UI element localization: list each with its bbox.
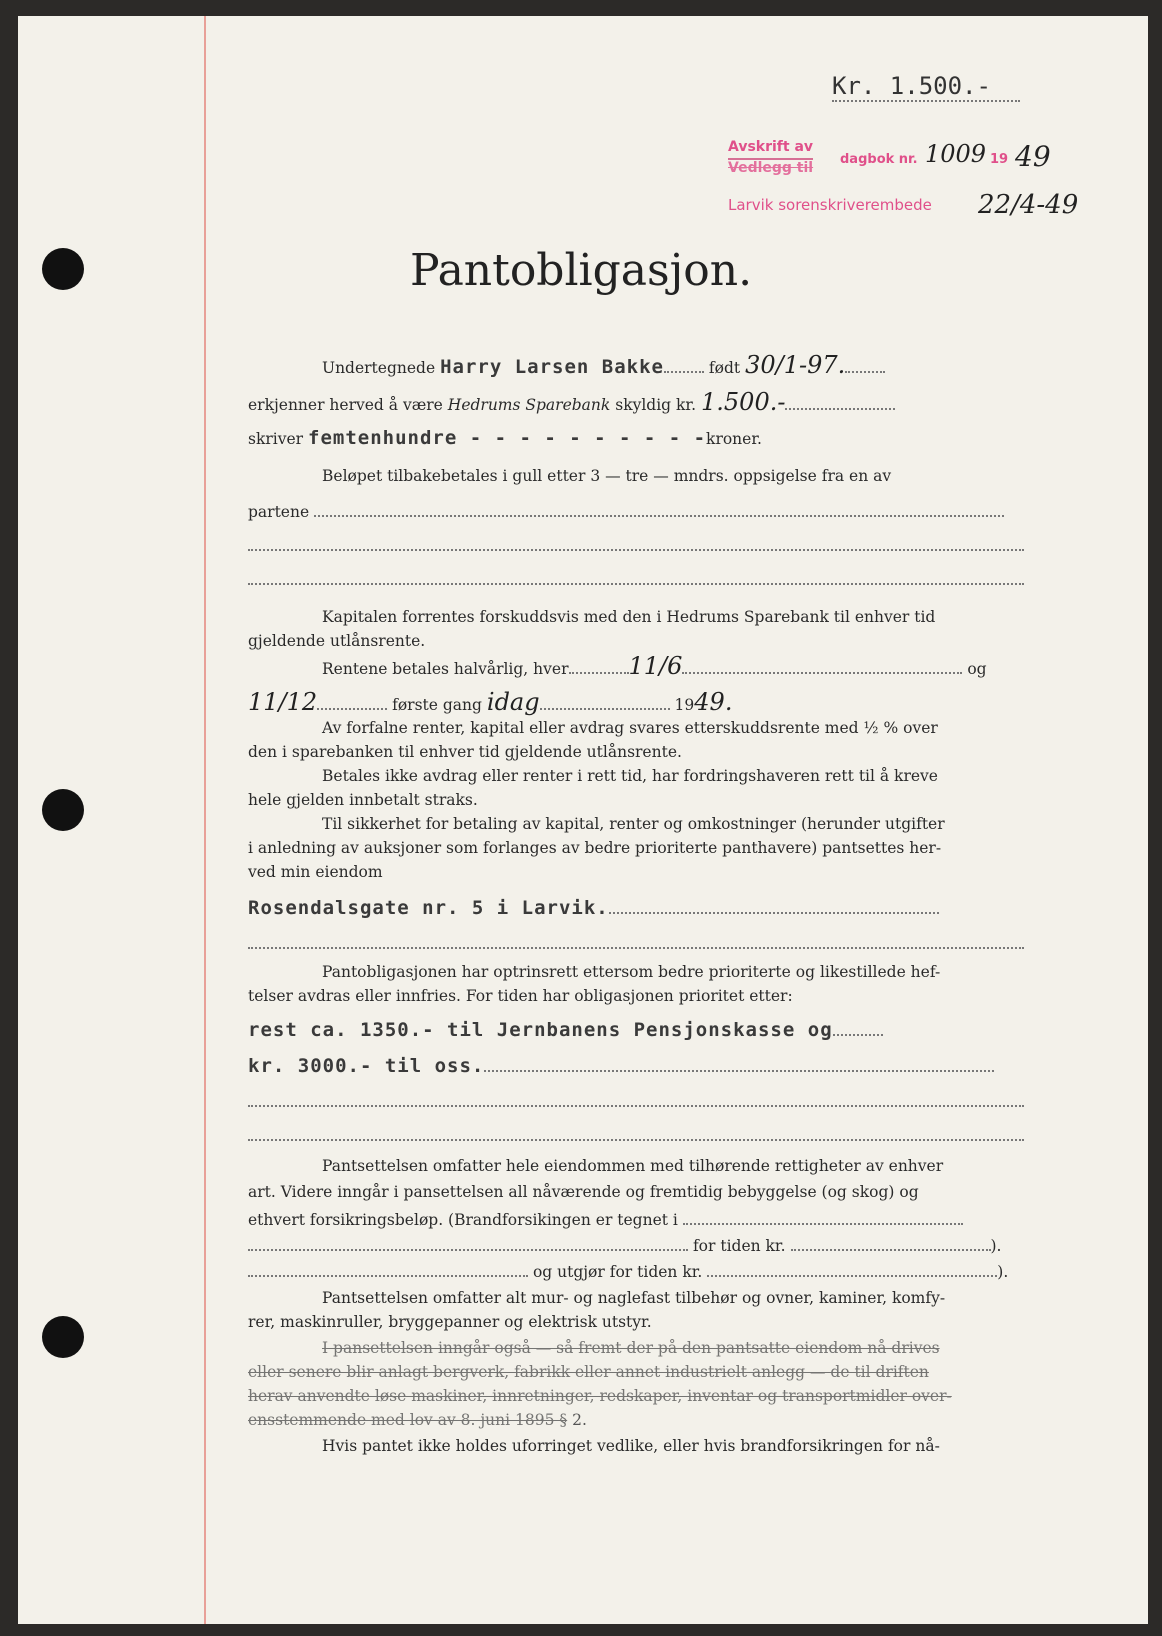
prior-claim-1: rest ca. 1350.- til Jernbanens Pensjonskasse og	[248, 1019, 833, 1041]
label: født	[708, 359, 741, 377]
label: kroner.	[706, 430, 762, 448]
label: Rentene betales halvårlig, hver	[322, 660, 569, 678]
amount-header: Kr. 1.500.-	[832, 72, 1020, 102]
label: og utgjør for tiden kr.	[532, 1263, 703, 1281]
property-address: Rosendalsgate nr. 5 i Larvik.	[248, 897, 609, 919]
text-line: ved min eiendom	[248, 863, 383, 881]
text-line: hele gjelden innbetalt straks.	[248, 791, 478, 809]
text-line: Pantobligasjonen har optrinsrett ettersom bedre prioriterte og likestillede hef-	[322, 963, 941, 981]
label: første gang	[392, 696, 482, 714]
text-line: i anledning av auksjoner som forlanges av bedre prioriterte panthavere) pantsettes her-	[248, 839, 942, 857]
interest-date-1: 11/6	[628, 652, 683, 680]
label: Undertegnede	[322, 359, 436, 377]
stamp-dagbok: dagbok nr.	[840, 152, 918, 167]
interest-date-2: 11/12	[248, 688, 318, 716]
struck-text-line: I pansettelsen inngår også — så fremt der på den pantsatte eiendom nå drives	[322, 1339, 940, 1357]
struck-text-line: ensstemmende med lov av 8. juni 1895 §	[248, 1411, 568, 1429]
text-line: Hvis pantet ikke holdes uforringet vedlike, eller hvis brandforsikringen for nå-	[322, 1437, 940, 1455]
birth-date: 30/1-97.	[745, 351, 846, 379]
stamp-year-prefix: 19	[990, 152, 1009, 167]
stamp-vedlegg: Vedlegg til	[728, 160, 814, 176]
text-fragment: 2.	[572, 1411, 587, 1429]
amount-words: femtenhundre - - - - - - - - - -	[308, 427, 707, 449]
text-line: Kapitalen forrentes forskuddsvis med den i Hedrums Sparebank til enhver tid	[322, 608, 936, 626]
dagbok-number: 1009	[925, 140, 987, 168]
text-line: Til sikkerhet for betaling av kapital, renter og omkostninger (herunder utgifter	[322, 815, 945, 833]
label: erkjenner herved å være	[248, 396, 443, 414]
punch-hole	[42, 789, 84, 831]
debtor-name: Harry Larsen Bakke	[440, 356, 664, 378]
struck-text-line: eller senere blir anlagt bergverk, fabrikk eller annet industrielt anlegg — de til driften	[248, 1363, 929, 1381]
label: partene	[248, 503, 310, 521]
bank-name: Hedrums Sparebank	[447, 396, 611, 414]
punch-hole	[42, 1316, 84, 1358]
label: og	[967, 660, 987, 678]
text-line: den i sparebanken til enhver tid gjeldende utlånsrente.	[248, 743, 682, 761]
text-line: Pantsettelsen omfatter hele eiendommen med tilhørende rettigheter av enhver	[322, 1157, 944, 1175]
first-payment: idag	[486, 688, 540, 716]
stamp-avskrift: Avskrift av	[728, 139, 814, 155]
label: skriver	[248, 430, 304, 448]
text-line: Av forfalne renter, kapital eller avdrag svares etterskuddsrente med ½ % over	[322, 719, 938, 737]
text-line: Pantsettelsen omfatter alt mur- og naglefast tilbehør og ovner, kaminer, komfy-	[322, 1289, 946, 1307]
document-title: Pantobligasjon.	[409, 245, 753, 296]
first-payment-year: 49.	[694, 688, 733, 716]
stamp-date: 22/4-49	[978, 190, 1079, 220]
text-line: rer, maskinruller, bryggepanner og elektrisk utstyr.	[248, 1313, 652, 1331]
label: skyldig kr.	[615, 396, 697, 414]
stamp-office: Larvik sorenskriverembede	[728, 196, 932, 214]
label: 19	[674, 696, 695, 714]
text-line: gjeldende utlånsrente.	[248, 632, 426, 650]
label: ethvert forsikringsbeløp. (Brandforsikingen er tegnet i	[248, 1211, 678, 1229]
prior-claim-2: kr. 3000.- til oss.	[248, 1055, 485, 1077]
text-line: art. Videre inngår i pansettelsen all nåværende og fremtidig bebyggelse (og skog) og	[248, 1183, 919, 1201]
loan-amount: 1.500.-	[701, 388, 786, 416]
struck-text-line: herav anvendte løse maskiner, innretninger, redskaper, inventar og transportmidler over-	[248, 1387, 952, 1405]
text-line: Beløpet tilbakebetales i gull etter 3 — tre — mndrs. oppsigelse fra en av	[322, 467, 892, 485]
label: for tiden kr.	[692, 1237, 786, 1255]
dagbok-year: 49	[1015, 140, 1051, 173]
text-line: Betales ikke avdrag eller renter i rett tid, har fordringshaveren rett til å kreve	[322, 767, 938, 785]
text-line: telser avdras eller innfries. For tiden har obligasjonen prioritet etter:	[248, 987, 793, 1005]
